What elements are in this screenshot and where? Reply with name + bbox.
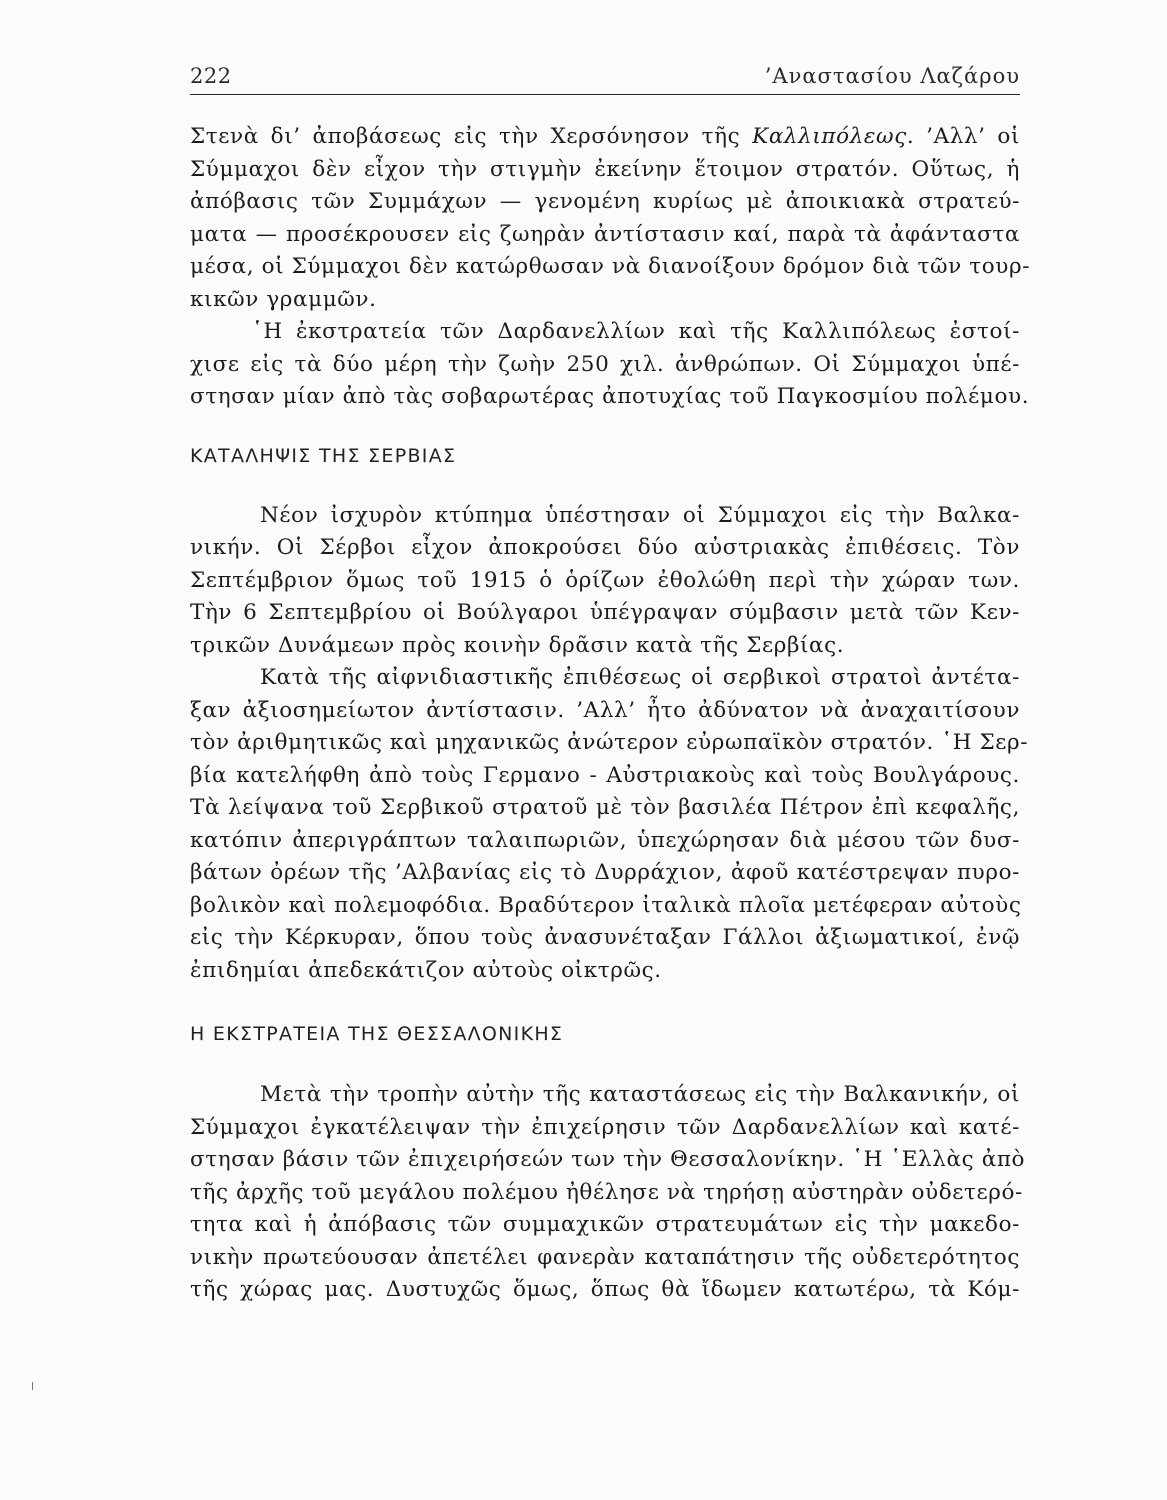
running-title-author: ’Αναστασίου Λαζάρου bbox=[764, 64, 1020, 88]
text-line: ῾Η ἐκστρατεία τῶν Δαρδανελλίων καὶ τῆς Καλλιπόλεως ἐστοί- bbox=[252, 319, 1020, 344]
paragraph-serbia-2 bbox=[190, 662, 1029, 987]
paragraph-gallipoli bbox=[190, 121, 1031, 316]
text-line: βολικὸν καὶ πολεμοφόδια. Βραδύτερον ἰταλικὰ πλοῖα μετέφεραν αὐτοὺς bbox=[190, 892, 1022, 918]
text-line: ἐπιδημίαι ἀπεδεκάτιζον αὐτοὺς οἰκτρῶς. bbox=[190, 957, 662, 983]
text-line: τῆς ἀρχῆς τοῦ μεγάλου πολέμου ἠθέλησε νὰ τηρήσῃ αὐστηρὰν οὐδετερό- bbox=[190, 1179, 1023, 1205]
text-line: εἰς τὴν Κέρκυραν, ὅπου τοὺς ἀνασυνέταξαν Γάλλοι ἀξιωματικοί, ἐνῷ bbox=[190, 925, 1020, 950]
text-line: νικὴν πρωτεύουσαν ἀπετέλει φανερὰν καταπάτησιν τῆς οὐδετερότητος bbox=[190, 1244, 1020, 1270]
text-line bbox=[190, 121, 1020, 154]
text-line: χισε εἰς τὰ δύο μέρη τὴν ζωὴν 250 χιλ. ἀνθρώπων. Οἱ Σύμμαχοι ὑπέ- bbox=[190, 351, 1020, 377]
text-line: στησαν βάσιν τῶν ἐπιχειρήσεών των τὴν Θεσσαλονίκην. ῾Η ῾Ελλὰς ἀπὸ bbox=[190, 1147, 1026, 1172]
book-page bbox=[190, 58, 1031, 1307]
text-run: . ’Αλλ’ οἱ bbox=[906, 124, 1021, 149]
section-heading-serbia: ΚΑΤΑΛΗΨΙΣ ΤΗΣ ΣΕΡΒΙΑΣ bbox=[190, 444, 457, 467]
italic-place-name: Καλλιπόλεως bbox=[752, 124, 907, 149]
text-line: τῆς χώρας μας. Δυστυχῶς ὅμως, ὅπως θὰ ἴδωμεν κατωτέρω, τὰ Κόμ- bbox=[190, 1277, 1020, 1302]
text-run: Στενὰ δι’ ἀποβάσεως εἰς τὴν Χερσόνησον τῆς bbox=[190, 124, 753, 149]
text-line: Σύμμαχοι δὲν εἶχον τὴν στιγμὴν ἐκείνην ἕτοιμον στρατόν. Οὕτως, ἡ bbox=[190, 156, 1020, 182]
paragraph-thessaloniki bbox=[190, 1079, 1026, 1307]
text-line: ἀπόβασις τῶν Συμμάχων — γενομένη κυρίως μὲ ἀποικιακὰ στρατεύ- bbox=[190, 189, 1020, 214]
text-line: Κατὰ τῆς αἰφνιδιαστικῆς ἐπιθέσεως οἱ σερβικοὶ στρατοὶ ἀντέτα- bbox=[260, 665, 1020, 690]
body-text bbox=[190, 121, 1031, 1307]
text-line: Νέον ἰσχυρὸν κτύπημα ὑπέστησαν οἱ Σύμμαχοι εἰς τὴν Βαλκα- bbox=[260, 502, 1020, 528]
text-line: τρικῶν Δυνάμεων πρὸς κοινὴν δρᾶσιν κατὰ τῆς Σερβίας. bbox=[190, 632, 845, 658]
text-line: κατόπιν ἀπεριγράπτων ταλαιπωριῶν, ὑπεχώρησαν διὰ μέσου τῶν δυσ- bbox=[190, 827, 1020, 853]
running-header bbox=[190, 58, 1020, 95]
paragraph-serbia-1 bbox=[190, 500, 1020, 663]
text-line: στησαν μίαν ἀπὸ τὰς σοβαρωτέρας ἀποτυχίας τοῦ Παγκοσμίου πολέμου. bbox=[190, 384, 1030, 409]
margin-mark bbox=[32, 1382, 33, 1390]
text-line: νικήν. Οἱ Σέρβοι εἶχον ἀποκρούσει δύο αὐστριακὰς ἐπιθέσεις. Τὸν bbox=[190, 535, 1020, 560]
text-line: μέσα, οἱ Σύμμαχοι δὲν κατώρθωσαν νὰ διανοίξουν δρόμον διὰ τῶν τουρ- bbox=[190, 254, 1031, 279]
text-line: ξαν ἀξιοσημείωτον ἀντίστασιν. ’Αλλ’ ἦτο ἀδύνατον νὰ ἀναχαιτίσουν bbox=[190, 697, 1020, 723]
text-line: βάτων ὀρέων τῆς ’Αλβανίας εἰς τὸ Δυρράχιον, ἀφοῦ κατέστρεψαν πυρο- bbox=[190, 860, 1020, 885]
text-line: Τὴν 6 Σεπτεμβρίου οἱ Βούλγαροι ὑπέγραψαν σύμβασιν μετὰ τῶν Κεν- bbox=[190, 600, 1020, 625]
text-line: βία κατελήφθη ἀπὸ τοὺς Γερμανο - Αὐστριακοὺς καὶ τοὺς Βουλγάρους. bbox=[190, 762, 1020, 788]
text-line: τητα καὶ ἡ ἀπόβασις τῶν συμμαχικῶν στρατευμάτων εἰς τὴν μακεδο- bbox=[190, 1212, 1020, 1237]
text-line: Σύμμαχοι ἐγκατέλειψαν τὴν ἐπιχείρησιν τῶν Δαρδανελλίων καὶ κατέ- bbox=[190, 1114, 1020, 1140]
text-line: ματα — προσέκρουσεν εἰς ζωηρὰν ἀντίστασιν καί, παρὰ τὰ ἀφάνταστα bbox=[190, 221, 1020, 247]
page-number: 222 bbox=[190, 64, 232, 88]
section-heading-thessaloniki: Η ΕΚΣΤΡΑΤΕΙΑ ΤΗΣ ΘΕΣΣΑΛΟΝΙΚΗΣ bbox=[190, 1023, 564, 1045]
paragraph-casualties bbox=[190, 316, 1030, 414]
text-line: Μετὰ τὴν τροπὴν αὐτὴν τῆς καταστάσεως εἰς τὴν Βαλκανικήν, οἱ bbox=[260, 1082, 1020, 1107]
text-line: Σεπτέμβριον ὅμως τοῦ 1915 ὁ ὁρίζων ἐθολώθη περὶ τὴν χώραν των. bbox=[190, 567, 1020, 593]
text-line: Τὰ λείψανα τοῦ Σερβικοῦ στρατοῦ μὲ τὸν βασιλέα Πέτρον ἐπὶ κεφαλῆς, bbox=[190, 795, 1020, 820]
text-line: κικῶν γραμμῶν. bbox=[190, 286, 377, 312]
text-line: τὸν ἀριθμητικῶς καὶ μηχανικῶς ἀνώτερον εὐρωπαϊκὸν στρατόν. ῾Η Σερ- bbox=[190, 730, 1029, 755]
